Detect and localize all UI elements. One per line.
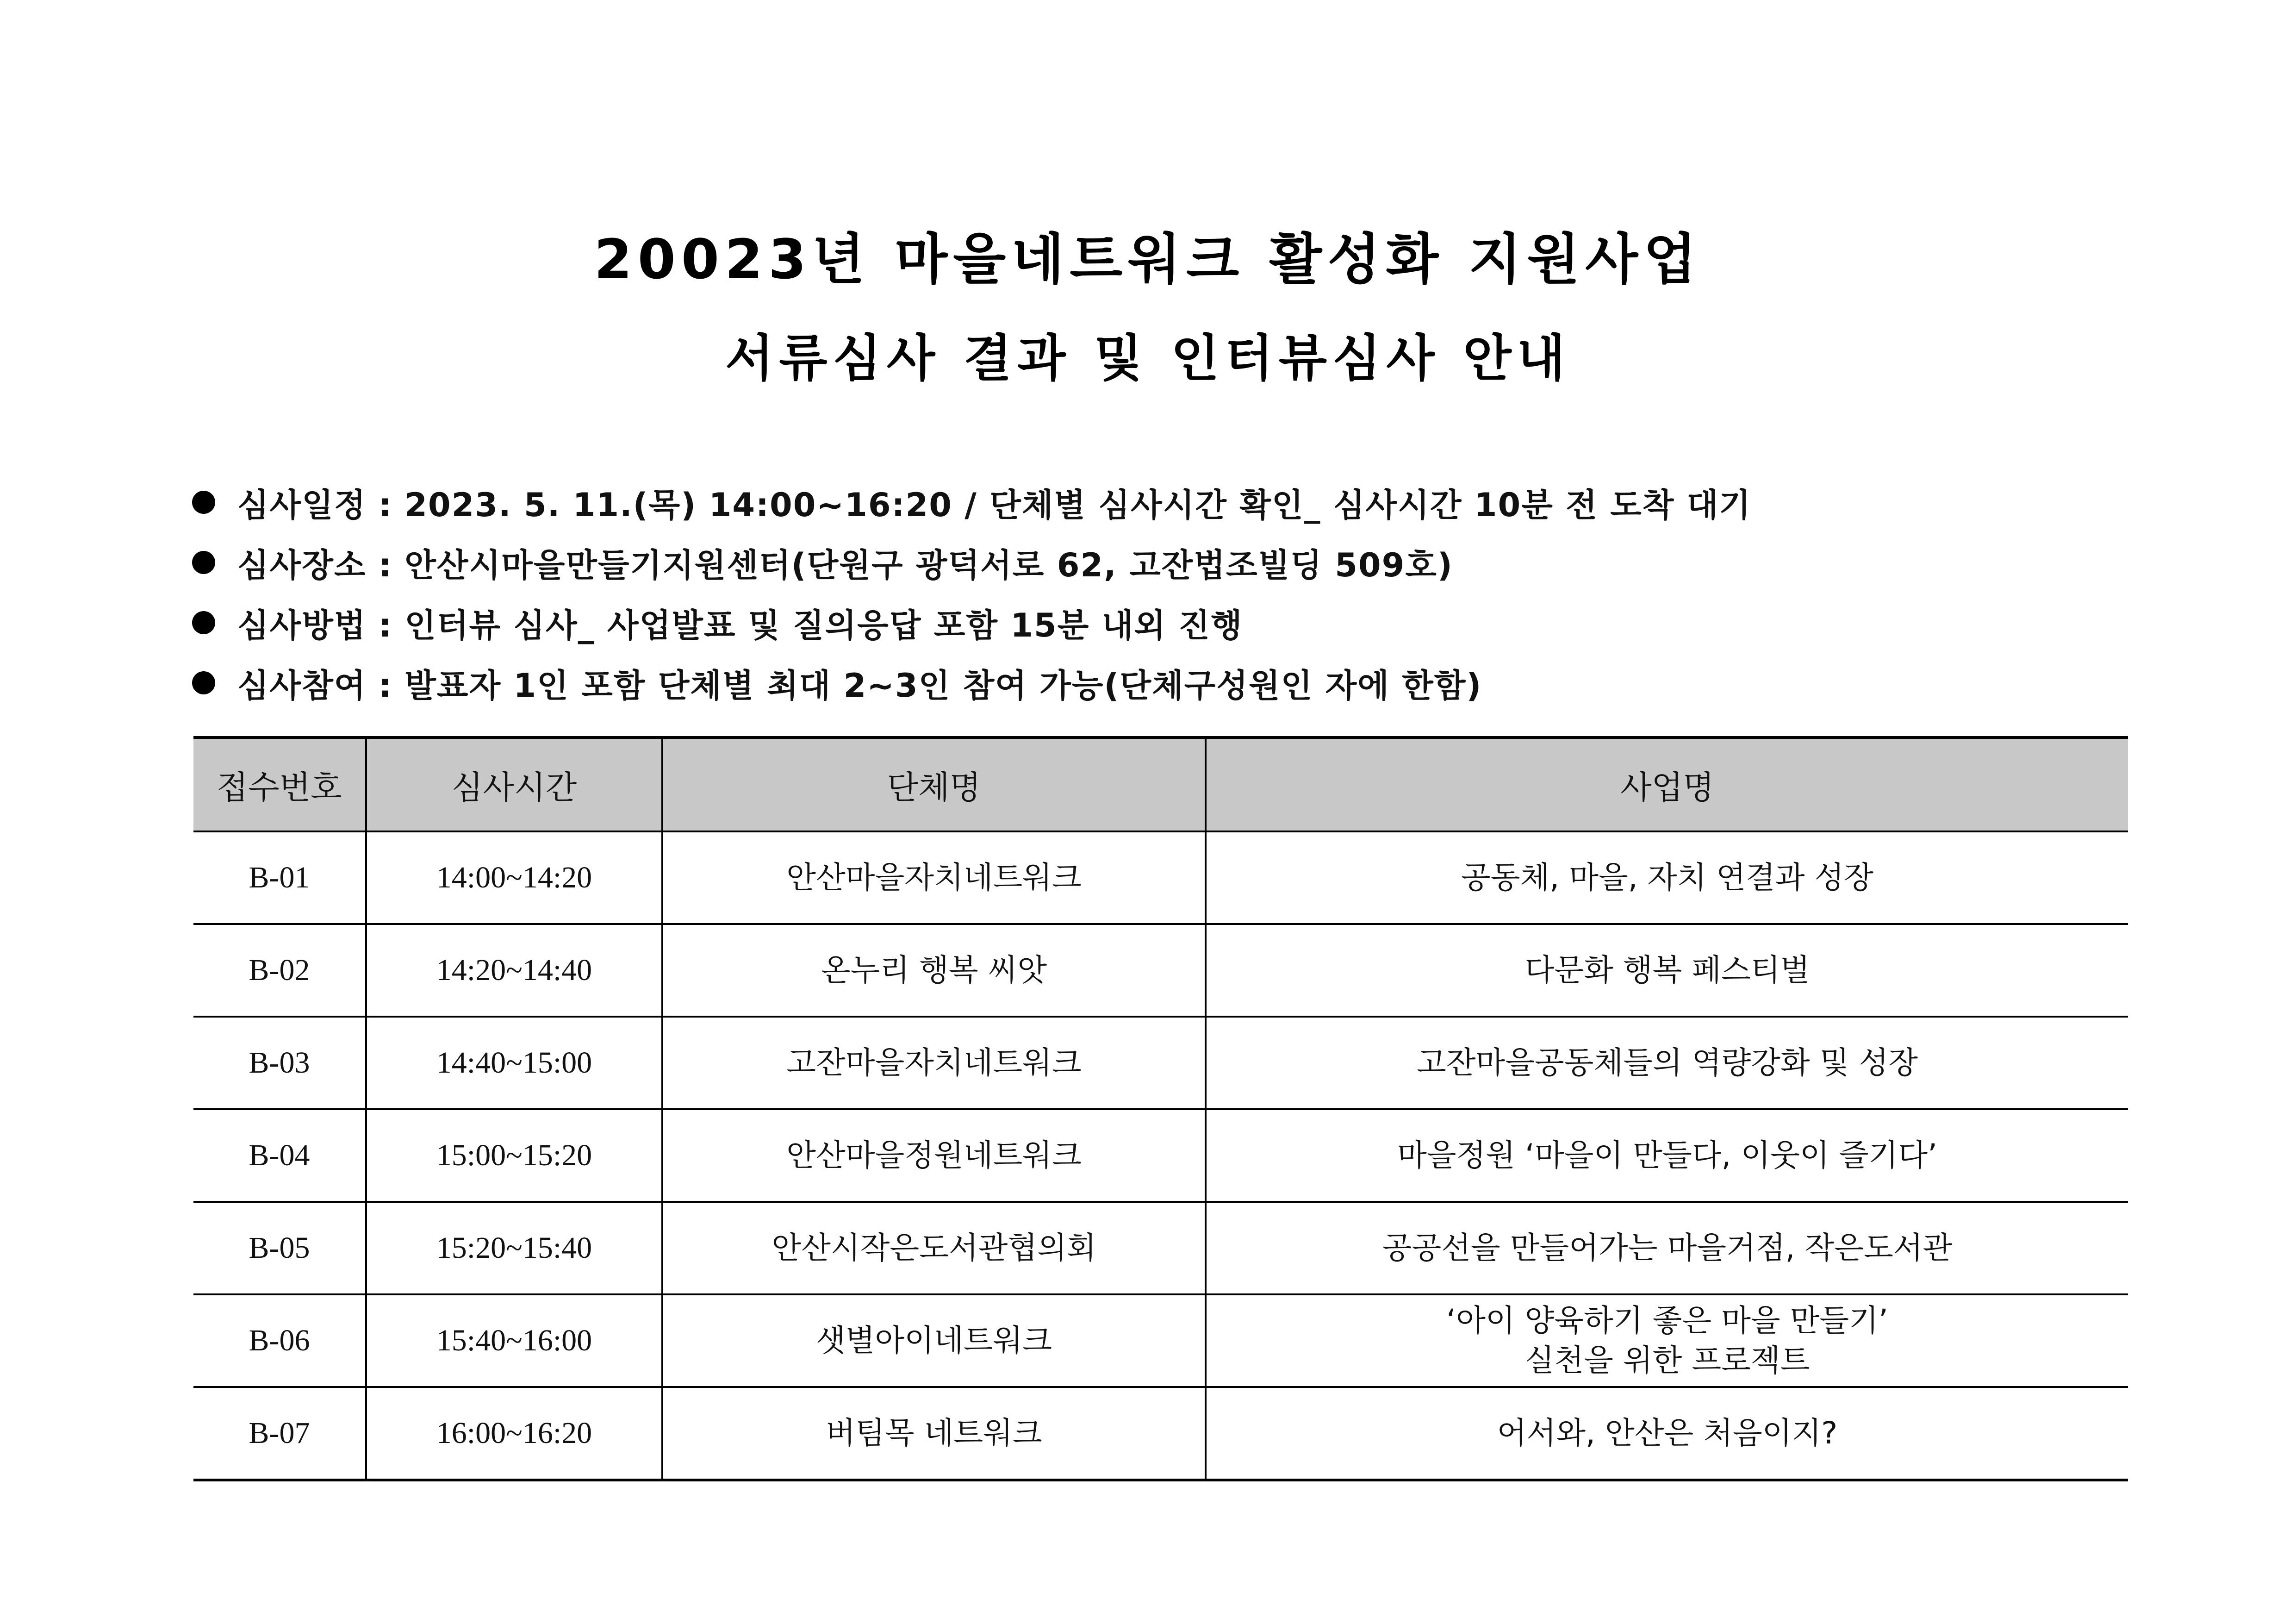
header-review-time: 심사시간 — [366, 737, 662, 831]
cell-receipt-no: B-02 — [193, 924, 366, 1017]
table-row — [193, 1294, 2128, 1387]
cell-receipt-no: B-03 — [193, 1017, 366, 1109]
table-row — [193, 1202, 2128, 1294]
info-item-location — [192, 532, 2136, 593]
table-row — [193, 831, 2128, 924]
info-text: 심사장소 : 안산시마을만들기지원센터(단원구 광덕서로 62, 고잔법조빌딩 509호) — [237, 546, 1453, 584]
header-project: 사업명 — [1206, 737, 2128, 831]
schedule-table — [193, 736, 2128, 1481]
cell-review-time: 15:20~15:40 — [366, 1202, 662, 1294]
header-organization: 단체명 — [662, 737, 1206, 831]
cell-project: 공동체, 마을, 자치 연결과 성장 — [1206, 831, 2128, 924]
info-item-method — [192, 593, 2136, 653]
cell-project: 어서와, 안산은 처음이지? — [1206, 1387, 2128, 1480]
bullet-icon — [192, 491, 215, 514]
cell-review-time: 15:00~15:20 — [366, 1109, 662, 1202]
header-receipt-no: 접수번호 — [193, 737, 366, 831]
cell-project — [1206, 1294, 2128, 1387]
bullet-icon — [192, 671, 215, 694]
table-row — [193, 1109, 2128, 1202]
cell-receipt-no: B-04 — [193, 1109, 366, 1202]
document-subtitle: 서류심사 결과 및 인터뷰심사 안내 — [725, 330, 1571, 387]
cell-receipt-no: B-06 — [193, 1294, 366, 1387]
cell-organization: 안산시작은도서관협의회 — [662, 1202, 1206, 1294]
table-header-row — [193, 737, 2128, 831]
info-text: 심사방법 : 인터뷰 심사_ 사업발표 및 질의응답 포함 15분 내외 진행 — [237, 606, 1243, 644]
cell-review-time: 14:20~14:40 — [366, 924, 662, 1017]
project-line: 실천을 위한 프로젝트 — [1524, 1343, 1810, 1378]
cell-receipt-no: B-07 — [193, 1387, 366, 1480]
cell-organization: 고잔마을자치네트워크 — [662, 1017, 1206, 1109]
table-row — [193, 1017, 2128, 1109]
document-title: 20023년 마을네트워크 활성화 지원사업 — [594, 227, 1702, 291]
cell-receipt-no: B-01 — [193, 831, 366, 924]
cell-receipt-no: B-05 — [193, 1202, 366, 1294]
cell-project: 공공선을 만들어가는 마을거점, 작은도서관 — [1206, 1202, 2128, 1294]
cell-review-time: 16:00~16:20 — [366, 1387, 662, 1480]
cell-organization: 버팀목 네트워크 — [662, 1387, 1206, 1480]
cell-organization: 안산마을자치네트워크 — [662, 831, 1206, 924]
cell-project: 마을정원 ‘마을이 만들다, 이웃이 즐기다’ — [1206, 1109, 2128, 1202]
info-list — [192, 472, 2136, 713]
info-text: 심사참여 : 발표자 1인 포함 단체별 최대 2~3인 참여 가능(단체구성원인 자에 한함) — [237, 666, 1482, 705]
cell-organization: 샛별아이네트워크 — [662, 1294, 1206, 1387]
cell-project: 다문화 행복 페스티벌 — [1206, 924, 2128, 1017]
cell-review-time: 15:40~16:00 — [366, 1294, 662, 1387]
info-item-participation — [192, 653, 2136, 713]
table-row — [193, 1387, 2128, 1480]
info-item-schedule — [192, 472, 2136, 532]
bullet-icon — [192, 611, 215, 634]
cell-review-time: 14:00~14:20 — [366, 831, 662, 924]
cell-organization: 안산마을정원네트워크 — [662, 1109, 1206, 1202]
cell-review-time: 14:40~15:00 — [366, 1017, 662, 1109]
cell-organization: 온누리 행복 씨앗 — [662, 924, 1206, 1017]
bullet-icon — [192, 551, 215, 574]
info-text: 심사일정 : 2023. 5. 11.(목) 14:00~16:20 / 단체별 심사시간 확인_ 심사시간 10분 전 도착 대기 — [237, 486, 1752, 524]
cell-project: 고잔마을공동체들의 역량강화 및 성장 — [1206, 1017, 2128, 1109]
table-row — [193, 924, 2128, 1017]
project-line: ‘아이 양육하기 좋은 마을 만들기’ — [1446, 1303, 1888, 1338]
